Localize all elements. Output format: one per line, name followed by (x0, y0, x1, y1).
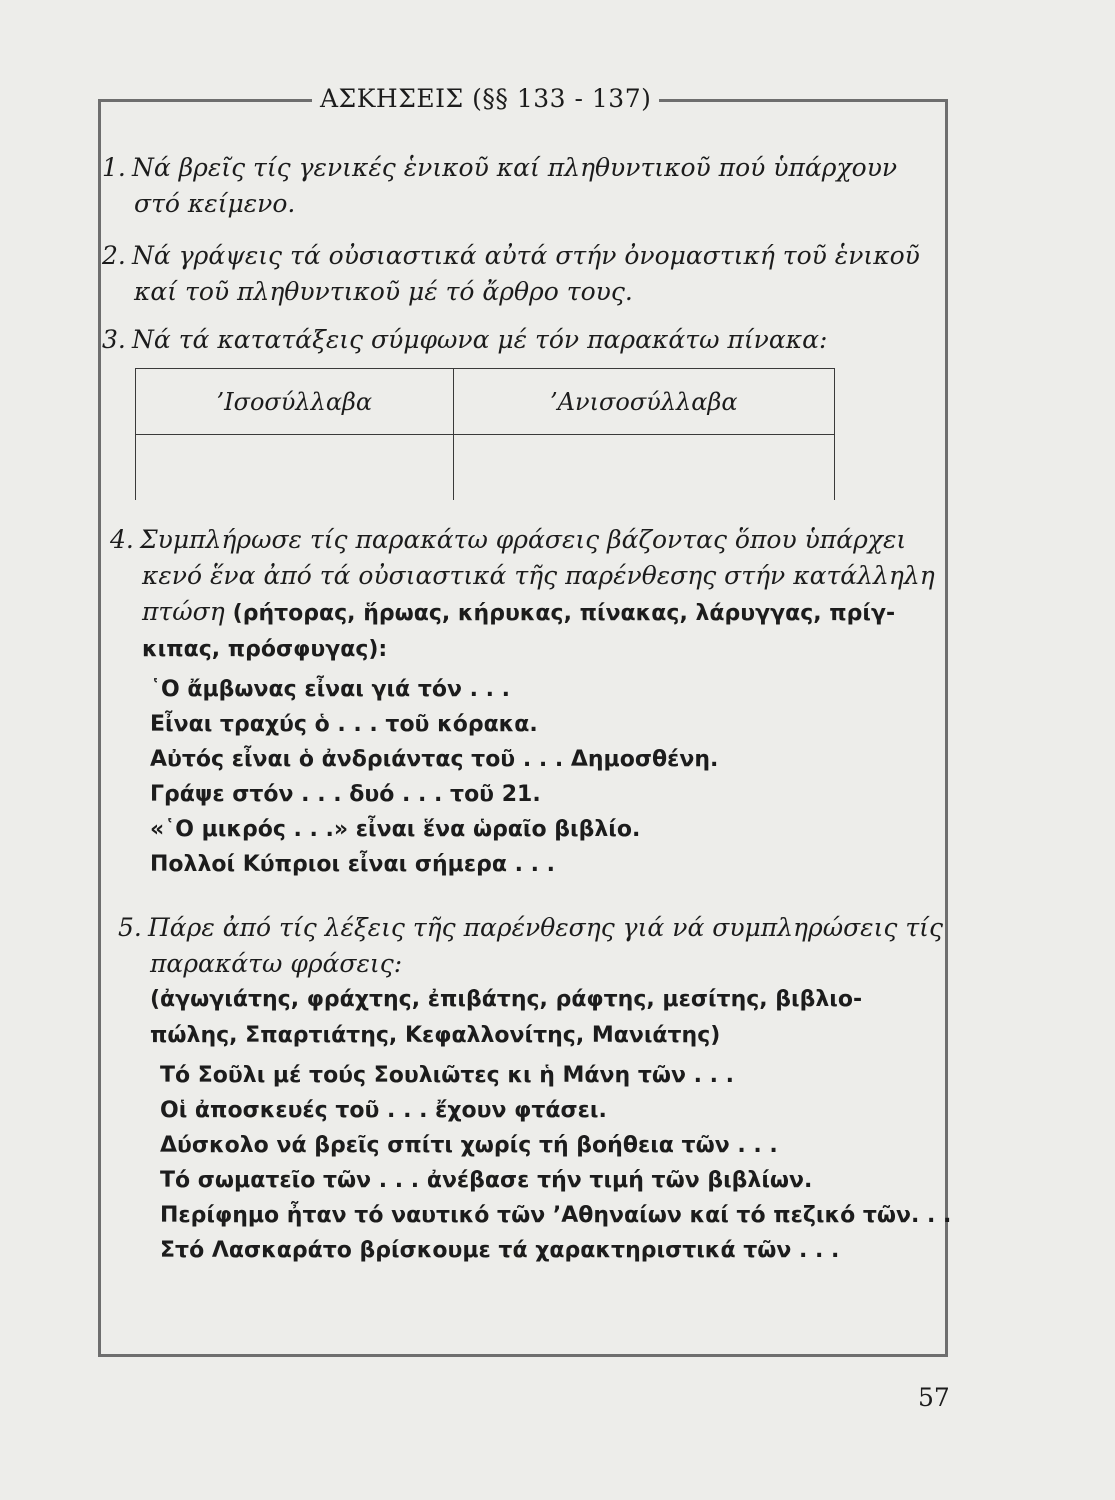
classification-table (135, 368, 835, 500)
exercise-text: Νά γράψεις τά οὐσιαστικά αὐτά στήν ὀνομαστική τοῦ ἑνικοῦ (132, 241, 920, 270)
table-header-anisosyllaba: ’Ανισοσύλλαβα (453, 369, 834, 435)
sentence: Τό Σοῦλι μέ τούς Σουλιῶτες κι ἡ Μάνη τῶν . . . (160, 1063, 735, 1088)
sentence: Εἶναι τραχύς ὁ . . . τοῦ κόρακα. (150, 712, 538, 737)
sentence: Αὐτός εἶναι ὁ ἀνδριάντας τοῦ . . . Δημοσθένη. (150, 747, 719, 772)
sentence: Περίφημο ἦταν τό ναυτικό τῶν ’Αθηναίων καί τό πεζικό τῶν. . . (160, 1203, 952, 1228)
page-number: 57 (918, 1383, 950, 1412)
exercise-number: 2. (102, 241, 126, 270)
sentence: ῾Ο ἄμβωνας εἶναι γιά τόν . . . (150, 677, 511, 702)
sentence: Γράψε στόν . . . δυό . . . τοῦ 21. (150, 782, 541, 807)
exercise-text: στό κείμενο. (134, 189, 296, 218)
exercise-5-sentences (160, 1058, 951, 1268)
sentence: Τό σωματεῖο τῶν . . . ἀνέβασε τήν τιμή τῶν βιβλίων. (160, 1168, 813, 1193)
page-title: ΑΣΚΗΣΕΙΣ (§§ 133 - 137) (312, 84, 659, 113)
table-cell-empty (136, 435, 454, 501)
sentence: Πολλοί Κύπριοι εἶναι σήμερα . . . (150, 852, 555, 877)
exercise-number: 1. (102, 153, 126, 182)
exercise-number: 3. (102, 325, 126, 354)
exercise-5 (118, 910, 943, 1054)
exercise-number: 4. (110, 525, 134, 554)
exercise-text: καί τοῦ πληθυντικοῦ μέ τό ἄρθρο τους. (134, 277, 633, 306)
exercise-text: κενό ἕνα ἀπό τά οὐσιαστικά τῆς παρένθεσης στήν κατάλληλη (142, 561, 935, 590)
exercise-4-sentences (150, 672, 718, 882)
exercise-text: Νά τά κατατάξεις σύμφωνα μέ τόν παρακάτω πίνακα: (132, 325, 828, 354)
exercise-number: 5. (118, 913, 142, 942)
word-list: πώλης, Σπαρτιάτης, Κεφαλλονίτης, Μανιάτης) (150, 1023, 721, 1048)
exercise-text: Πάρε ἀπό τίς λέξεις τῆς παρένθεσης γιά νά συμπληρώσεις τίς (148, 913, 943, 942)
word-list: (ρήτορας, ἥρωας, κήρυκας, πίνακας, λάρυγγας, πρίγ- (232, 601, 896, 626)
exercise-text: παρακάτω φράσεις: (150, 949, 403, 978)
sentence: Στό Λασκαράτο βρίσκουμε τά χαρακτηριστικά τῶν . . . (160, 1238, 840, 1263)
exercise-1 (102, 150, 897, 222)
word-list: (ἀγωγιάτης, φράχτης, ἐπιβάτης, ράφτης, μεσίτης, βιβλιο- (150, 987, 863, 1012)
table-header-isosyllaba: ’Ισοσύλλαβα (136, 369, 454, 435)
sentence: Δύσκολο νά βρεῖς σπίτι χωρίς τή βοήθεια τῶν . . . (160, 1133, 778, 1158)
exercise-4 (110, 522, 935, 668)
exercise-3 (102, 322, 827, 358)
exercise-text: Συμπλήρωσε τίς παρακάτω φράσεις βάζοντας ὅπου ὑπάρχει (140, 525, 907, 554)
exercise-text: Νά βρεῖς τίς γενικές ἑνικοῦ καί πληθυντικοῦ πού ὑπάρχουν (132, 153, 898, 182)
sentence: Οἱ ἀποσκευές τοῦ . . . ἔχουν φτάσει. (160, 1098, 607, 1123)
word-list: κιπας, πρόσφυγας): (142, 637, 388, 662)
exercise-text: πτώση (142, 597, 225, 626)
sentence: «῾Ο μικρός . . .» εἶναι ἕνα ὡραῖο βιβλίο. (150, 817, 641, 842)
table-cell-empty (453, 435, 834, 501)
exercise-2 (102, 238, 920, 310)
